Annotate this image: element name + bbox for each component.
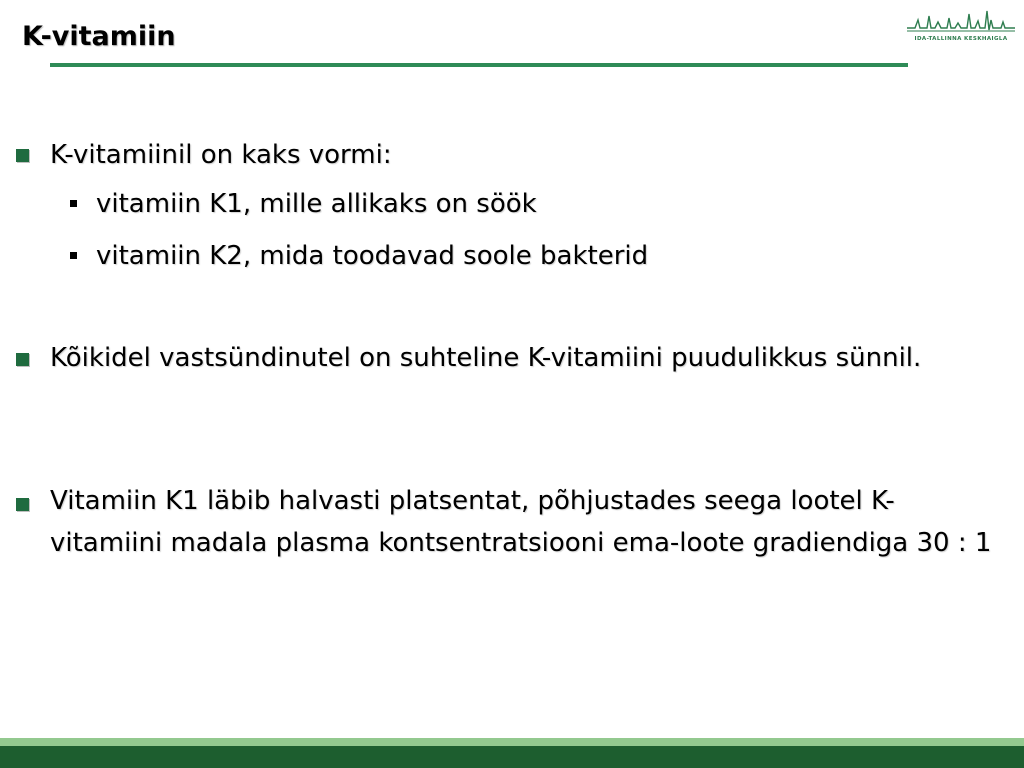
sub-bullet-item: vitamiin K2, mida toodavad soole bakterid [96, 241, 649, 271]
bullet-item: Vitamiin K1 läbib halvasti platsentat, põhjustades seega lootel K-vitamiini madala plasma kontsentratsiooni ema-loote gradiendiga 30 : 1 [50, 486, 992, 558]
bullet-marker-icon [16, 353, 29, 366]
hospital-logo-text: IDA-TALLINNA KESKHAIGLA [914, 36, 1008, 42]
bullet-marker-icon [16, 498, 29, 511]
slide-title: K-vitamiin [22, 21, 176, 52]
bullet-item: Kõikidel vastsündinutel on suhteline K-vitamiini puudulikkus sünnil. [50, 343, 922, 373]
sub-bullet-marker-icon [70, 200, 77, 207]
bullet-item: K-vitamiinil on kaks vormi: [50, 140, 392, 170]
bullet-marker-icon [16, 149, 29, 162]
footer-band-light [0, 738, 1024, 746]
sub-bullet-item: vitamiin K1, mille allikaks on söök [96, 189, 537, 219]
footer-band-dark [0, 746, 1024, 768]
sub-bullet-marker-icon [70, 252, 77, 259]
